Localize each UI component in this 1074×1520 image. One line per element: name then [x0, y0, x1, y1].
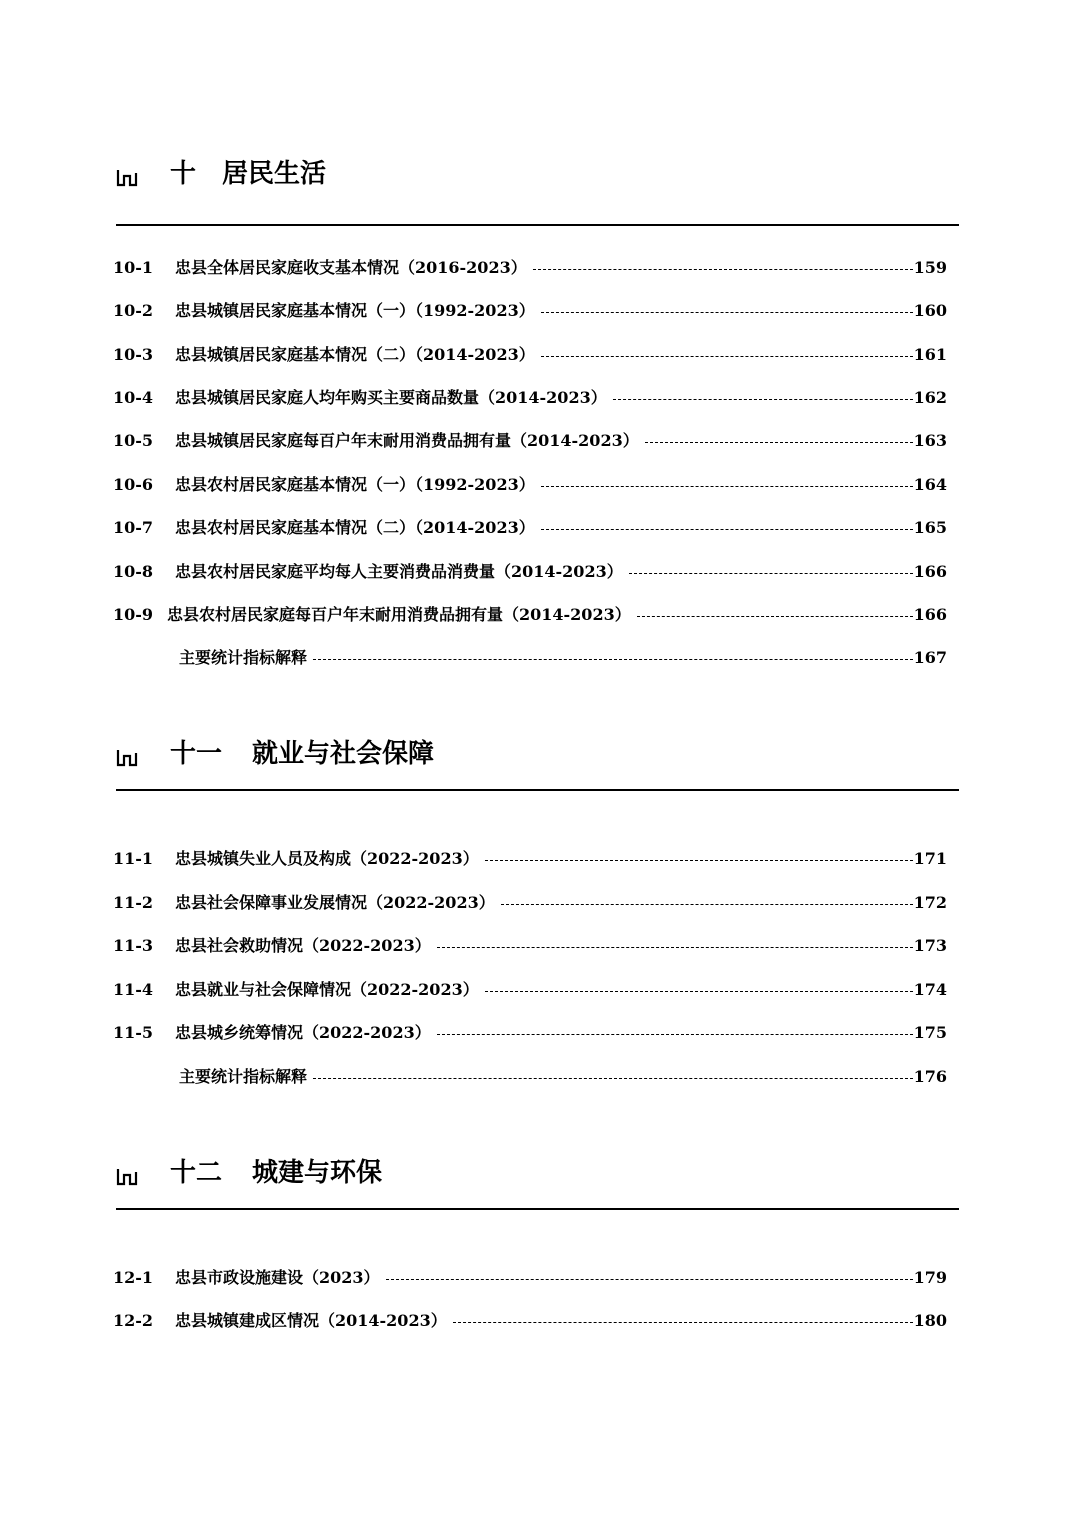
dot-leader: [541, 355, 913, 357]
dot-leader: [453, 1321, 913, 1323]
section-marker-icon: [116, 748, 138, 768]
entry-number: 10-6: [113, 475, 154, 494]
entry-title: 忠县城镇居民家庭基本情况（二）（2014-2023）: [175, 345, 535, 364]
entry-page: 180: [913, 1311, 947, 1330]
entry-title: 忠县就业与社会保障情况（2022-2023）: [175, 980, 479, 999]
entry-number: 11-3: [113, 936, 154, 955]
dot-leader: [541, 485, 913, 487]
dot-leader: [386, 1278, 913, 1280]
entry-title: 忠县社会保障事业发展情况（2022-2023）: [175, 893, 495, 912]
toc-entry[interactable]: [179, 645, 947, 671]
entry-page: 172: [913, 893, 947, 912]
toc-entry[interactable]: [113, 1308, 947, 1334]
entry-title: 主要统计指标解释: [179, 648, 308, 667]
entry-title: 忠县农村居民家庭平均每人主要消费品消费量（2014-2023）: [175, 562, 623, 581]
entry-page: 179: [913, 1268, 947, 1287]
entry-title: 忠县城镇居民家庭每百户年末耐用消费品拥有量（2014-2023）: [175, 431, 639, 450]
toc-entry[interactable]: [113, 1020, 947, 1046]
dot-leader: [501, 903, 913, 905]
entry-title: 忠县城乡统筹情况（2022-2023）: [175, 1023, 431, 1042]
dot-leader: [313, 658, 913, 660]
entry-number: 12-2: [113, 1311, 154, 1330]
entry-number: 10-5: [113, 431, 154, 450]
dot-leader: [629, 572, 913, 574]
entry-title: 忠县城镇居民家庭人均年购买主要商品数量（2014-2023）: [175, 388, 607, 407]
dot-leader: [637, 615, 913, 617]
toc-entry[interactable]: [113, 515, 947, 541]
entry-number: 10-7: [113, 518, 154, 537]
entry-title: 忠县市政设施建设（2023）: [175, 1268, 380, 1287]
toc-entry[interactable]: [113, 602, 947, 628]
toc-entry[interactable]: [113, 1265, 947, 1291]
toc-entry[interactable]: [113, 428, 947, 454]
entry-page: 173: [913, 936, 947, 955]
section-number: 十二: [170, 1158, 223, 1188]
dot-leader: [485, 859, 913, 861]
entry-page: 162: [913, 388, 947, 407]
entry-page: 174: [913, 980, 947, 999]
section-marker-icon: [116, 168, 138, 188]
section-header: [116, 738, 959, 791]
toc-entry[interactable]: [179, 1064, 947, 1090]
entry-page: 176: [913, 1067, 947, 1086]
section-header: [116, 158, 959, 226]
dot-leader: [613, 398, 913, 400]
entry-number: 11-1: [113, 849, 154, 868]
section-header: [116, 1157, 959, 1210]
entry-title: 忠县全体居民家庭收支基本情况（2016-2023）: [175, 258, 527, 277]
section-title: 居民生活: [222, 159, 327, 189]
toc-entry[interactable]: [113, 342, 947, 368]
entry-number: 10-1: [113, 258, 154, 277]
dot-leader: [645, 441, 913, 443]
entry-page: 164: [913, 475, 947, 494]
entry-number: 11-5: [113, 1023, 154, 1042]
section-marker-icon: [116, 1167, 138, 1187]
toc-entry[interactable]: [113, 472, 947, 498]
section-number: 十一: [170, 739, 223, 769]
entry-title: 忠县城镇居民家庭基本情况（一）（1992-2023）: [175, 301, 535, 320]
entry-title: 主要统计指标解释: [179, 1067, 308, 1086]
entry-number: 11-4: [113, 980, 154, 999]
section-title: 就业与社会保障: [252, 739, 435, 769]
toc-entry[interactable]: [113, 890, 947, 916]
toc-entry[interactable]: [113, 933, 947, 959]
entry-page: 159: [913, 258, 947, 277]
toc-entry[interactable]: [113, 846, 947, 872]
entry-number: 10-3: [113, 345, 154, 364]
entry-page: 160: [913, 301, 947, 320]
dot-leader: [313, 1077, 913, 1079]
entry-number: 10-8: [113, 562, 154, 581]
dot-leader: [541, 528, 913, 530]
dot-leader: [541, 311, 913, 313]
entry-number: 12-1: [113, 1268, 154, 1287]
entry-page: 166: [913, 605, 947, 624]
entry-title: 忠县城镇失业人员及构成（2022-2023）: [175, 849, 479, 868]
section-title: 城建与环保: [252, 1158, 383, 1188]
dot-leader: [485, 990, 913, 992]
toc-entry[interactable]: [113, 298, 947, 324]
dot-leader: [437, 946, 913, 948]
toc-entry[interactable]: [113, 559, 947, 585]
toc-entry[interactable]: [113, 385, 947, 411]
entry-page: 161: [913, 345, 947, 364]
entry-page: 175: [913, 1023, 947, 1042]
entry-title: 忠县社会救助情况（2022-2023）: [175, 936, 431, 955]
entry-title: 忠县城镇建成区情况（2014-2023）: [175, 1311, 447, 1330]
entry-page: 165: [913, 518, 947, 537]
entry-number: 10-9: [113, 605, 154, 624]
entry-title: 忠县农村居民家庭基本情况（一）（1992-2023）: [175, 475, 535, 494]
toc-entry[interactable]: [113, 255, 947, 281]
entry-page: 171: [913, 849, 947, 868]
entry-title: 忠县农村居民家庭基本情况（二）（2014-2023）: [175, 518, 535, 537]
toc-entry[interactable]: [113, 977, 947, 1003]
entry-title: 忠县农村居民家庭每百户年末耐用消费品拥有量（2014-2023）: [167, 605, 631, 624]
entry-number: 10-2: [113, 301, 154, 320]
entry-number: 10-4: [113, 388, 154, 407]
dot-leader: [437, 1033, 913, 1035]
dot-leader: [533, 268, 913, 270]
entry-number: 11-2: [113, 893, 154, 912]
entry-page: 163: [913, 431, 947, 450]
section-number: 十: [170, 159, 197, 189]
entry-page: 166: [913, 562, 947, 581]
entry-page: 167: [913, 648, 947, 667]
